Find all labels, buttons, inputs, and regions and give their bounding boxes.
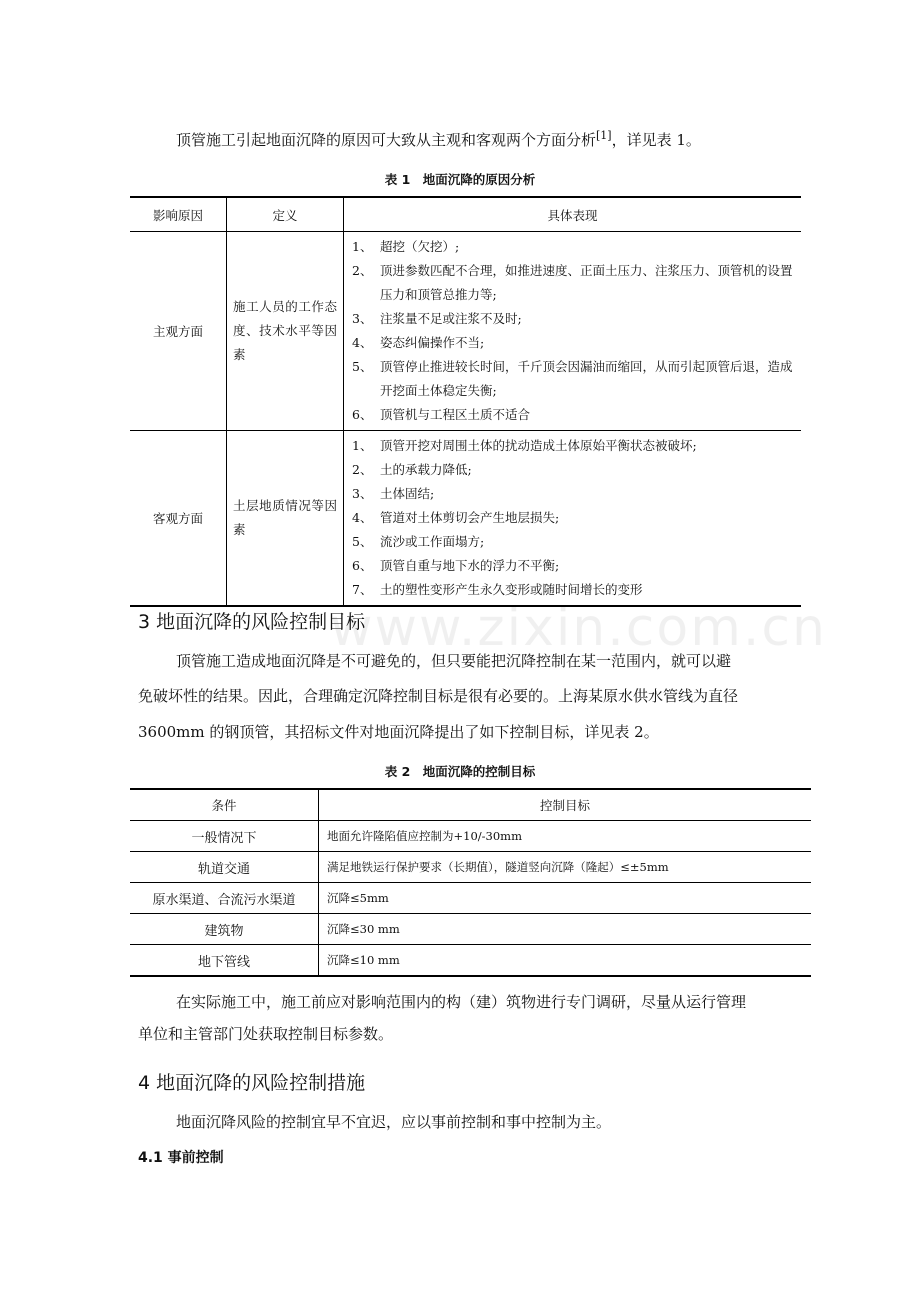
item-text: 顶管机与工程区土质不适合 [380, 407, 531, 422]
intro-text-end: ，详见表 1。 [611, 131, 701, 149]
item-text: 土的承载力降低; [380, 462, 472, 477]
table-header-cell: 条件 [130, 789, 319, 821]
target-cell: 沉降≤5mm [319, 883, 812, 914]
intro-text: 顶管施工引起地面沉降的原因可大致从主观和客观两个方面分析 [176, 131, 597, 149]
section3-line-2: 免破坏性的结果。因此，合理确定沉降控制目标是很有必要的。上海某原水供水管线为直径 [138, 687, 739, 705]
table-row [130, 232, 801, 431]
list-item [352, 434, 801, 458]
cause-analysis-table [130, 196, 801, 607]
item-number: 2、 [352, 462, 373, 477]
list-item [352, 554, 801, 578]
section-4-heading: 4 地面沉降的风险控制措施 [138, 1072, 366, 1094]
item-text: 顶管开挖对周围土体的扰动造成土体原始平衡状态被破坏; [380, 438, 697, 453]
list-item [352, 482, 801, 506]
item-number: 3、 [352, 486, 373, 501]
item-number: 6、 [352, 407, 373, 422]
control-target-table [130, 788, 811, 977]
list-item [352, 403, 801, 427]
item-number: 6、 [352, 558, 373, 573]
reason-cell: 主观方面 [130, 232, 227, 431]
section3-line-3: 3600mm 的钢顶管，其招标文件对地面沉降提出了如下控制目标，详见表 2。 [138, 723, 659, 741]
item-number: 5、 [352, 359, 373, 374]
item-text: 顶管停止推进较长时间，千斤顶会因漏油而缩回，从而引起顶管后退，造成开挖面土体稳定失衡; [380, 359, 793, 398]
table-header-row [130, 789, 811, 821]
item-text: 顶进参数匹配不合理，如推进速度、正面土压力、注浆压力、顶管机的设置压力和顶管总推力等; [380, 263, 793, 302]
item-number: 1、 [352, 239, 373, 254]
table-header-cell: 具体表现 [344, 197, 802, 232]
table-row [130, 431, 801, 607]
after-table2-line-1: 在实际施工中，施工前应对影响范围内的构（建）筑物进行专门调研，尽量从运行管理 [176, 993, 747, 1011]
item-text: 超挖（欠挖）; [380, 239, 460, 254]
table-row [130, 883, 811, 914]
table-header-cell: 控制目标 [319, 789, 812, 821]
target-cell: 满足地铁运行保护要求（长期值），隧道竖向沉降（隆起）≤±5mm [319, 852, 812, 883]
list-item [352, 259, 801, 307]
item-number: 4、 [352, 335, 373, 350]
item-number: 3、 [352, 311, 373, 326]
list-item [352, 331, 801, 355]
item-number: 2、 [352, 263, 373, 278]
condition-cell: 建筑物 [130, 914, 319, 945]
table-header-row [130, 197, 801, 232]
item-text: 流沙或工作面塌方; [380, 534, 485, 549]
reason-cell: 客观方面 [130, 431, 227, 607]
subsection-4-1-heading: 4.1 事前控制 [138, 1150, 224, 1166]
list-item [352, 458, 801, 482]
item-text: 土的塑性变形产生永久变形或随时间增长的变形 [380, 582, 643, 597]
condition-cell: 轨道交通 [130, 852, 319, 883]
list-item [352, 530, 801, 554]
table-row [130, 852, 811, 883]
item-number: 4、 [352, 510, 373, 525]
manifestation-list [344, 232, 802, 431]
item-text: 姿态纠偏操作不当; [380, 335, 485, 350]
watermark: www.zixin.com.cn [330, 598, 827, 658]
after-table2-line-2: 单位和主管部门处获取控制目标参数。 [138, 1025, 394, 1043]
list-item [352, 355, 801, 403]
definition-cell: 土层地质情况等因素 [227, 431, 344, 607]
table-row [130, 821, 811, 852]
list-item [352, 235, 801, 259]
section4-line: 地面沉降风险的控制宜早不宜迟，应以事前控制和事中控制为主。 [176, 1113, 612, 1131]
table2-caption: 表 2 地面沉降的控制目标 [384, 764, 536, 779]
table-row [130, 945, 811, 977]
definition-cell: 施工人员的工作态度、技术水平等因素 [227, 232, 344, 431]
condition-cell: 一般情况下 [130, 821, 319, 852]
item-text: 顶管自重与地下水的浮力不平衡; [380, 558, 560, 573]
target-cell: 地面允许隆陷值应控制为+10/-30mm [319, 821, 812, 852]
list-item [352, 307, 801, 331]
item-number: 5、 [352, 534, 373, 549]
table1-caption: 表 1 地面沉降的原因分析 [384, 172, 536, 187]
condition-cell: 原水渠道、合流污水渠道 [130, 883, 319, 914]
target-cell: 沉降≤10 mm [319, 945, 812, 977]
condition-cell: 地下管线 [130, 945, 319, 977]
intro-paragraph [176, 126, 701, 150]
item-number: 1、 [352, 438, 373, 453]
list-item [352, 578, 801, 602]
item-number: 7、 [352, 582, 373, 597]
section-3-heading: 3 地面沉降的风险控制目标 [138, 611, 366, 633]
item-text: 管道对土体剪切会产生地层损失; [380, 510, 560, 525]
citation-reference[interactable]: [1] [596, 129, 612, 142]
manifestation-list [344, 431, 802, 607]
target-cell: 沉降≤30 mm [319, 914, 812, 945]
table-row [130, 914, 811, 945]
table-header-cell: 定义 [227, 197, 344, 232]
item-text: 土体固结; [380, 486, 435, 501]
item-text: 注浆量不足或注浆不及时; [380, 311, 522, 326]
list-item [352, 506, 801, 530]
table-header-cell: 影响原因 [130, 197, 227, 232]
section3-line-1: 顶管施工造成地面沉降是不可避免的，但只要能把沉降控制在某一范围内，就可以避 [176, 652, 732, 670]
